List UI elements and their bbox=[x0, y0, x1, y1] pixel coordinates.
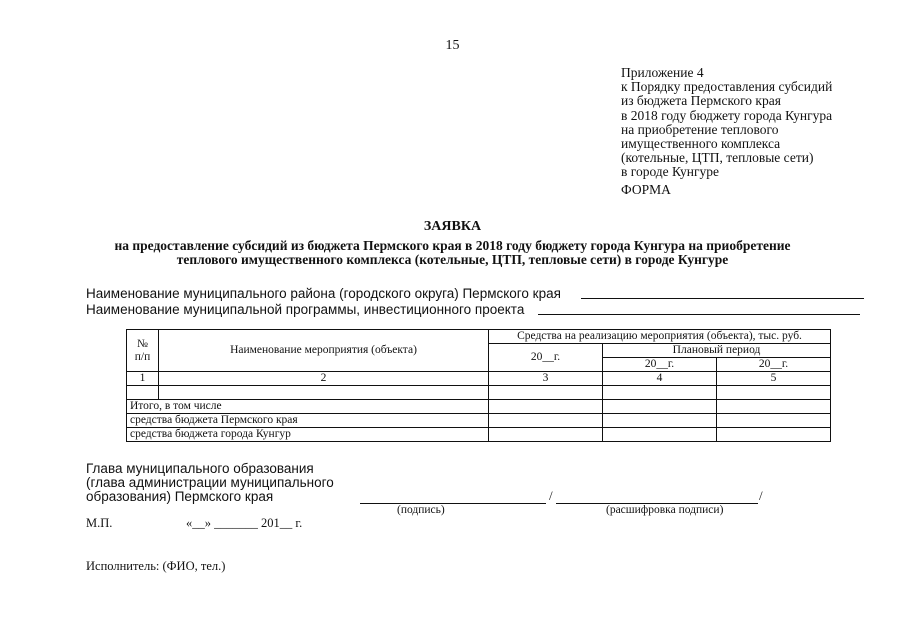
document-subtitle bbox=[0, 239, 905, 266]
document-title: ЗАЯВКА bbox=[423, 219, 482, 234]
column-number: 1 bbox=[127, 372, 159, 386]
header-planning: Плановый период bbox=[603, 344, 831, 358]
district-label: Наименование муниципального района (городского округа) Пермского края bbox=[86, 286, 561, 301]
row-label-total: Итого, в том числе bbox=[127, 400, 489, 414]
table-row bbox=[127, 386, 831, 400]
decryption-slash: / bbox=[759, 488, 763, 503]
header-funds: Средства на реализацию мероприятия (объекта), тыс. руб. bbox=[489, 330, 831, 344]
stamp-label: М.П. bbox=[86, 516, 113, 530]
appendix-line: (котельные, ЦТП, тепловые сети) bbox=[621, 150, 814, 166]
table-cell[interactable] bbox=[489, 414, 603, 428]
row-label-city-budget: средства бюджета города Кунгур bbox=[127, 428, 489, 442]
appendix-line: в 2018 году бюджету города Кунгура bbox=[621, 107, 833, 123]
column-number: 4 bbox=[603, 372, 717, 386]
table-cell[interactable] bbox=[717, 386, 831, 400]
table-cell[interactable] bbox=[603, 428, 717, 442]
column-number: 5 bbox=[717, 372, 831, 386]
table-row bbox=[127, 400, 831, 414]
signature-caption: (подпись) bbox=[397, 504, 445, 516]
appendix-line: из бюджета Пермского края bbox=[621, 93, 781, 109]
appendix-line: к Порядку предоставления субсидий bbox=[621, 79, 833, 95]
head-title-line: образования) Пермского края bbox=[86, 489, 274, 504]
table-cell[interactable] bbox=[603, 400, 717, 414]
head-title-line: (глава администрации муниципального bbox=[86, 475, 334, 490]
table-cell[interactable] bbox=[603, 386, 717, 400]
signature-slash: / bbox=[549, 488, 553, 503]
appendix-note bbox=[621, 66, 832, 180]
signature-field[interactable] bbox=[360, 503, 546, 504]
header-number bbox=[127, 330, 159, 372]
subtitle-line: теплового имущественного комплекса (котельные, ЦТП, тепловые сети) в городе Кунгуре bbox=[176, 251, 729, 267]
date-field[interactable]: «__» _______ 201__ г. bbox=[186, 516, 303, 530]
executor-label: Исполнитель: (ФИО, тел.) bbox=[86, 559, 226, 573]
program-field[interactable] bbox=[538, 314, 860, 315]
header-plan-year2: 20__г. bbox=[717, 358, 831, 372]
table-row bbox=[127, 428, 831, 442]
appendix-line: Приложение 4 bbox=[621, 65, 704, 80]
district-field[interactable] bbox=[581, 298, 864, 299]
table-cell[interactable] bbox=[489, 400, 603, 414]
table-cell[interactable] bbox=[717, 414, 831, 428]
row-label-region-budget: средства бюджета Пермского края bbox=[127, 414, 489, 428]
header-year: 20__г. bbox=[489, 344, 603, 372]
decryption-caption: (расшифровка подписи) bbox=[606, 504, 724, 516]
table-cell[interactable] bbox=[489, 428, 603, 442]
appendix-line: имущественного комплекса bbox=[621, 136, 781, 152]
table-cell[interactable] bbox=[717, 428, 831, 442]
appendix-line: в городе Кунгуре bbox=[621, 164, 720, 180]
table-cell[interactable] bbox=[159, 386, 489, 400]
header-plan-year1: 20__г. bbox=[603, 358, 717, 372]
table-cell[interactable] bbox=[717, 400, 831, 414]
appendix-line: на приобретение теплового bbox=[621, 121, 779, 137]
header-number-line: № bbox=[137, 337, 148, 350]
header-number-line: п/п bbox=[134, 350, 151, 363]
head-title-line: Глава муниципального образования bbox=[86, 461, 314, 476]
head-title bbox=[86, 462, 334, 504]
program-label: Наименование муниципальной программы, инвестиционного проекта bbox=[86, 302, 525, 317]
column-number: 2 bbox=[159, 372, 489, 386]
page-number: 15 bbox=[445, 38, 460, 53]
table-cell[interactable] bbox=[127, 386, 159, 400]
form-label: ФОРМА bbox=[621, 182, 671, 197]
column-number: 3 bbox=[489, 372, 603, 386]
table-row bbox=[127, 414, 831, 428]
table-cell[interactable] bbox=[489, 386, 603, 400]
subtitle-line: на предоставление субсидий из бюджета Пермского края в 2018 году бюджету города Кунгура на приобретение bbox=[114, 238, 791, 253]
table-cell[interactable] bbox=[603, 414, 717, 428]
header-name: Наименование мероприятия (объекта) bbox=[159, 330, 489, 372]
funding-table bbox=[126, 329, 831, 442]
